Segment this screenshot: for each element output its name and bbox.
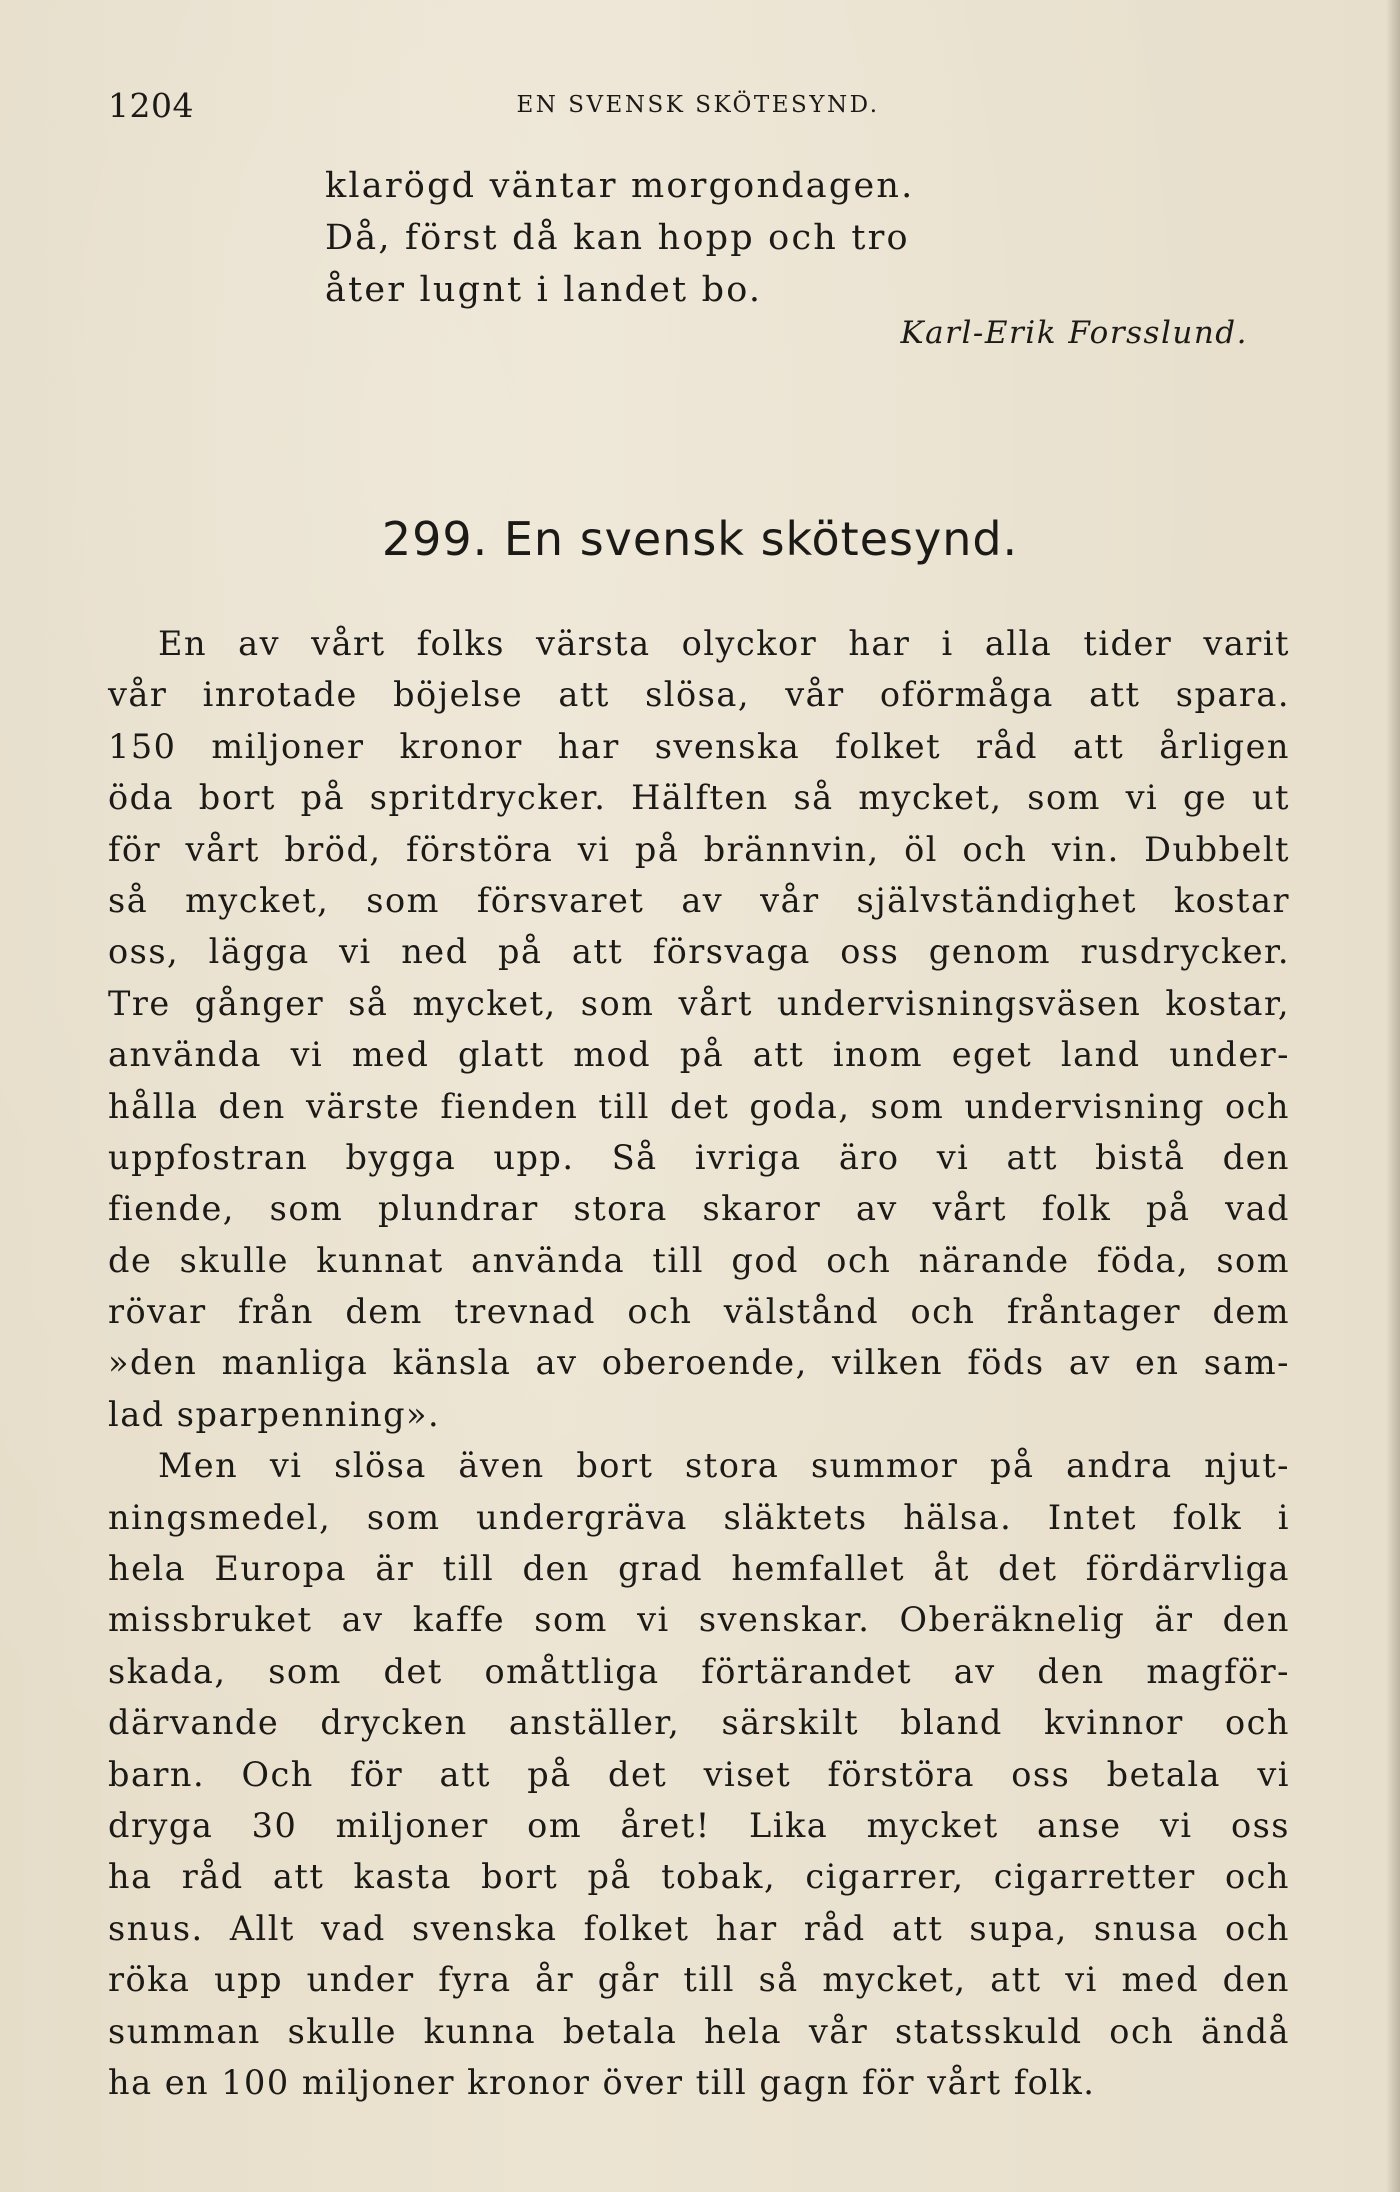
text-line: oss, lägga vi ned på att försvaga oss genom rusdrycker. [108,932,1290,972]
text-line: röka upp under fyra år går till så mycket, att vi med den [108,1960,1290,2000]
poem-line: åter lugnt i landet bo. [325,270,763,310]
text-line: Tre gånger så mycket, som vårt undervisningsväsen kostar, [108,983,1290,1023]
text-line: »den manliga känsla av oberoende, vilken föds av en sam- [108,1343,1290,1383]
text-line: rövar från dem trevnad och välstånd och fråntager dem [108,1292,1290,1332]
text-line: använda vi med glatt mod på att inom eget land under- [108,1035,1290,1075]
text-line: öda bort på spritdrycker. Hälften så mycket, som vi ge ut [108,778,1290,818]
poem-stanza [325,160,914,316]
page-header [108,86,1288,130]
text-line: En av vårt folks värsta olyckor har i alla tider varit [158,624,1290,663]
poem-line: Då, först då kan hopp och tro [325,218,910,258]
running-title: EN SVENSK SKÖTESYND. [516,92,880,118]
text-line: Men vi slösa även bort stora summor på andra njut- [158,1446,1290,1486]
text-line: 150 miljoner kronor har svenska folket råd att årligen [108,726,1290,766]
text-line: fiende, som plundrar stora skaror av vårt folk på vad [108,1189,1290,1229]
text-line: så mycket, som försvaret av vår självständighet kostar [108,880,1290,920]
text-line: de skulle kunnat använda till god och närande föda, som [108,1240,1290,1280]
text-line: hålla den värste fienden till det goda, som undervisning och [108,1086,1290,1126]
poem-line: klarögd väntar morgondagen. [325,166,915,206]
text-line: missbruket av kaffe som vi svenskar. Oberäknelig är den [108,1600,1290,1640]
text-line: skada, som det omåttliga förtärandet av den magför- [108,1651,1290,1691]
text-line: lad sparpenning». [108,1394,441,1434]
text-line: dryga 30 miljoner om året! Lika mycket anse vi oss [108,1805,1290,1845]
text-line: ha en 100 miljoner kronor över till gagn för vårt folk. [108,2062,1096,2102]
text-line: snus. Allt vad svenska folket har råd att supa, snusa och [108,1908,1290,1948]
text-line: därvande drycken anställer, särskilt bland kvinnor och [108,1703,1290,1743]
text-line: summan skulle kunna betala hela vår statsskuld och ändå [108,2011,1290,2051]
text-line: ha råd att kasta bort på tobak, cigarrer, cigarretter och [108,1857,1290,1897]
page-number: 1204 [108,86,194,125]
text-line: ningsmedel, som undergräva släktets hälsa. Intet folk i [108,1497,1290,1537]
text-line: för vårt bröd, förstöra vi på brännvin, öl och vin. Dubbelt [108,829,1290,869]
text-line: hela Europa är till den grad hemfallet åt det fördärvliga [108,1549,1290,1589]
text-line: vår inrotade böjelse att slösa, vår oförmåga att spara. [108,675,1290,715]
text-line: uppfostran bygga upp. Så ivriga äro vi att bistå den [108,1137,1290,1177]
body-text [108,618,1290,2108]
page-edge-shadow [1386,0,1400,2192]
text-line: barn. Och för att på det viset förstöra oss betala vi [108,1754,1290,1794]
section-heading: 299. En svensk skötesynd. [381,512,1019,566]
poem-signature: Karl-Erik Forsslund. [900,315,1248,351]
